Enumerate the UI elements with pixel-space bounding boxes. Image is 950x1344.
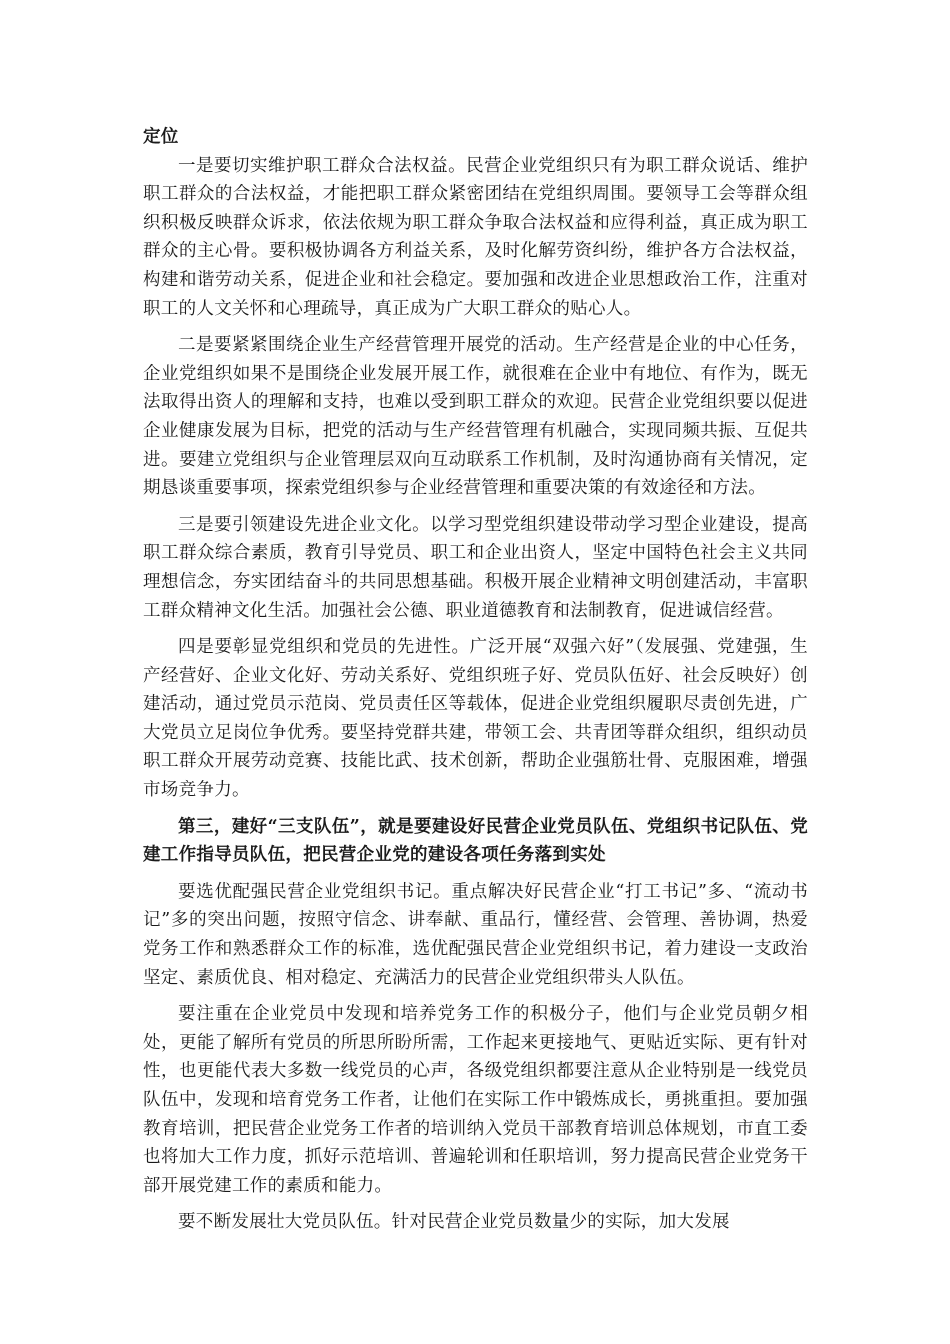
document-page <box>143 123 808 1237</box>
paragraph-1: 一是要切实维护职工群众合法权益。民营企业党组织只有为职工群众说话、维护职工群众的合法权益，才能把职工群众紧密团结在党组织周围。要领导工会等群众组织积极反映群众诉求，依法依规为职工群众争取合法权益和应得利益，真正成为职工群众的主心骨。要积极协调各方利益关系，及时化解劳资纠纷，维护各方合法权益，构建和谐劳动关系，促进企业和社会稳定。要加强和改进企业思想政治工作，注重对职工的人文关怀和心理疏导，真正成为广大职工群众的贴心人。 <box>143 155 808 319</box>
section-paragraph-1: 要选优配强民营企业党组织书记。重点解决好民营企业“打工书记”多、“流动书记”多的突出问题，按照守信念、讲奉献、重品行，懂经营、会管理、善协调，热爱党务工作和熟悉群众工作的标准，选优配强民营企业党组织书记，着力建设一支政治坚定、素质优良、相对稳定、充满活力的民营企业党组织带头人队伍。 <box>143 881 808 988</box>
heading-continuation: 定位 <box>143 127 179 147</box>
paragraph-4: 四是要彰显党组织和党员的先进性。广泛开展“双强六好”（发展强、党建强，生产经营好、企业文化好、劳动关系好、党组织班子好、党员队伍好、社会反映好）创建活动，通过党员示范岗、党员责任区等载体，促进企业党组织履职尽责创先进，广大党员立足岗位争优秀。要坚持党群共建，带领工会、共青团等群众组织，组织动员职工群众开展劳动竞赛、技能比武、技术创新，帮助企业强筋壮骨、克服困难，增强市场竞争力。 <box>143 637 808 801</box>
section-paragraph-2: 要注重在企业党员中发现和培养党务工作的积极分子，他们与企业党员朝夕相处，更能了解所有党员的所思所盼所需，工作起来更接地气、更贴近实际、更有针对性，也更能代表大多数一线党员的心声，各级党组织都要注意从企业特别是一线党员队伍中，发现和培育党务工作者，让他们在实际工作中锻炼成长，勇挑重担。要加强教育培训，把民营企业党务工作者的培训纳入党员干部教育培训总体规划，市直工委也将加大工作力度，抓好示范培训、普遍轮训和任职培训，努力提高民营企业党务干部开展党建工作的素质和能力。 <box>143 1004 808 1196</box>
paragraph-3: 三是要引领建设先进企业文化。以学习型党组织建设带动学习型企业建设，提高职工群众综合素质，教育引导党员、职工和企业出资人，坚定中国特色社会主义共同理想信念，夯实团结奋斗的共同思想基础。积极开展企业精神文明创建活动，丰富职工群众精神文化生活。加强社会公德、职业道德教育和法制教育，促进诚信经营。 <box>143 514 808 621</box>
section-paragraph-3: 要不断发展壮大党员队伍。针对民营企业党员数量少的实际，加大发展 <box>178 1212 730 1233</box>
paragraph-2: 二是要紧紧围绕企业生产经营管理开展党的活动。生产经营是企业的中心任务，企业党组织如果不是围绕企业发展开展工作，就很难在企业中有地位、有作为，既无法取得出资人的理解和支持，也难以受到职工群众的欢迎。民营企业党组织要以促进企业健康发展为目标，把党的活动与生产经营管理有机融合，实现同频共振、互促共进。要建立党组织与企业管理层双向互动联系工作机制，及时沟通协商有关情况，定期恳谈重要事项，探索党组织参与企业经营管理和重要决策的有效途径和方法。 <box>143 335 808 499</box>
section-heading: 第三，建好“三支队伍”，就是要建设好民营企业党员队伍、党组织书记队伍、党建工作指导员队伍，把民营企业党的建设各项任务落到实处 <box>143 816 808 866</box>
